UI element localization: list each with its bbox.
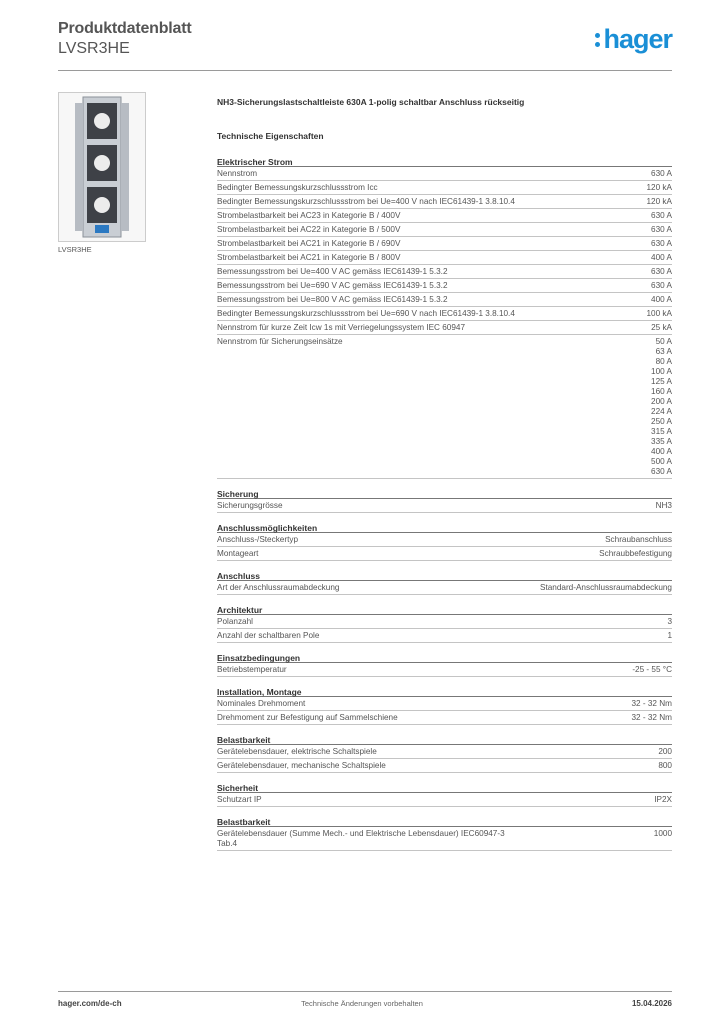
- section-title: Sicherung: [217, 485, 672, 499]
- spec-value: 200: [658, 747, 672, 756]
- spec-row: [217, 167, 672, 181]
- spec-section: [217, 485, 672, 513]
- spec-value: NH3: [655, 501, 672, 510]
- spec-label: Nennstrom für kurze Zeit Icw 1s mit Verriegelungssystem IEC 60947: [217, 323, 465, 332]
- spec-label: Anschluss-/Steckertyp: [217, 535, 298, 544]
- spec-label: Nennstrom für Sicherungseinsätze: [217, 337, 343, 346]
- spec-value: Schraubbefestigung: [599, 549, 672, 558]
- spec-value: 32 - 32 Nm: [631, 713, 672, 722]
- spec-label: Bemessungsstrom bei Ue=800 V AC gemäss IEC61439-1 5.3.2: [217, 295, 448, 304]
- hager-logo[interactable]: [595, 26, 672, 53]
- tech-title: Technische Eigenschaften: [217, 131, 324, 141]
- spec-row: [217, 293, 672, 307]
- spec-value: 25 kA: [651, 323, 672, 332]
- section-title: Installation, Montage: [217, 683, 672, 697]
- spec-section: [217, 779, 672, 807]
- spec-row: [217, 181, 672, 195]
- footer-note: Technische Änderungen vorbehalten: [301, 999, 423, 1008]
- spec-row: [217, 223, 672, 237]
- header-subtitle: LVSR3HE: [58, 40, 130, 57]
- spec-value: 1: [667, 631, 672, 640]
- spec-value: 630 A: [651, 467, 672, 476]
- section-title: Anschlussmöglichkeiten: [217, 519, 672, 533]
- spec-row: [217, 697, 672, 711]
- spec-value: 1000: [653, 829, 672, 838]
- spec-sections: [217, 153, 672, 851]
- spec-row: [217, 499, 672, 513]
- spec-value: 250 A: [651, 417, 672, 426]
- spec-label: Strombelastbarkeit bei AC22 in Kategorie B / 500V: [217, 225, 401, 234]
- spec-value: 125 A: [651, 377, 672, 386]
- header-title: Produktdatenblatt: [58, 20, 192, 37]
- spec-label: Bedingter Bemessungskurzschlussstrom bei Ue=400 V nach IEC61439-1 3.8.10.4: [217, 197, 515, 206]
- spec-row: [217, 335, 672, 479]
- section-title: Sicherheit: [217, 779, 672, 793]
- spec-row: [217, 279, 672, 293]
- section-title: Einsatzbedingungen: [217, 649, 672, 663]
- spec-label: Gerätelebensdauer, mechanische Schaltspiele: [217, 761, 386, 770]
- spec-label: Anzahl der schaltbaren Pole: [217, 631, 320, 640]
- spec-value: 800: [658, 761, 672, 770]
- spec-row: [217, 663, 672, 677]
- spec-value: Standard-Anschlussraumabdeckung: [540, 583, 672, 592]
- spec-row: [217, 251, 672, 265]
- spec-label: Gerätelebensdauer, elektrische Schaltspiele: [217, 747, 377, 756]
- spec-row: [217, 307, 672, 321]
- spec-label: Strombelastbarkeit bei AC21 in Kategorie B / 690V: [217, 239, 401, 248]
- spec-label: Nennstrom: [217, 169, 258, 178]
- spec-value: 224 A: [651, 407, 672, 416]
- spec-row: [217, 745, 672, 759]
- spec-value: 500 A: [651, 457, 672, 466]
- spec-label: Bedingter Bemessungskurzschlussstrom Icc: [217, 183, 378, 192]
- spec-row: [217, 827, 672, 851]
- spec-value: 630 A: [651, 211, 672, 220]
- spec-value: 120 kA: [646, 197, 672, 206]
- spec-value: Schraubanschluss: [605, 535, 672, 544]
- header-rule: [58, 70, 672, 71]
- spec-label: Montageart: [217, 549, 259, 558]
- spec-value: 160 A: [651, 387, 672, 396]
- section-title: Architektur: [217, 601, 672, 615]
- spec-value: 630 A: [651, 281, 672, 290]
- spec-value: 100 kA: [646, 309, 672, 318]
- spec-row: [217, 237, 672, 251]
- spec-row: [217, 533, 672, 547]
- spec-row: [217, 615, 672, 629]
- spec-label: Bemessungsstrom bei Ue=400 V AC gemäss IEC61439-1 5.3.2: [217, 267, 448, 276]
- fuse-switch-icon: [59, 93, 145, 241]
- spec-label: Polanzahl: [217, 617, 253, 626]
- spec-value: 630 A: [651, 169, 672, 178]
- spec-value: 400 A: [651, 295, 672, 304]
- spec-section: [217, 601, 672, 643]
- spec-label: Schutzart IP: [217, 795, 262, 804]
- spec-label: Bedingter Bemessungskurzschlussstrom bei Ue=690 V nach IEC61439-1 3.8.10.4: [217, 309, 515, 318]
- spec-row: [217, 759, 672, 773]
- spec-section: [217, 813, 672, 851]
- spec-value: -25 - 55 °C: [632, 665, 672, 674]
- spec-section: [217, 683, 672, 725]
- spec-row: [217, 629, 672, 643]
- spec-row: [217, 547, 672, 561]
- logo-text: hager: [603, 24, 672, 54]
- spec-row: [217, 711, 672, 725]
- section-title: Anschluss: [217, 567, 672, 581]
- product-image: [58, 92, 146, 242]
- spec-section: [217, 519, 672, 561]
- spec-row: [217, 209, 672, 223]
- footer-website[interactable]: hager.com/de-ch: [58, 999, 122, 1008]
- spec-value: 63 A: [655, 347, 672, 356]
- footer-rule: [58, 991, 672, 992]
- spec-row: [217, 195, 672, 209]
- section-title: Belastbarkeit: [217, 731, 672, 745]
- spec-value: IP2X: [654, 795, 672, 804]
- section-title: Elektrischer Strom: [217, 153, 672, 167]
- spec-label: Betriebstemperatur: [217, 665, 287, 674]
- spec-value: 400 A: [651, 447, 672, 456]
- logo-dots-icon: [595, 26, 601, 52]
- spec-label: Nominales Drehmoment: [217, 699, 306, 708]
- spec-value-list: [651, 337, 672, 477]
- spec-content: [217, 97, 672, 851]
- spec-row: [217, 321, 672, 335]
- section-title: Belastbarkeit: [217, 813, 672, 827]
- spec-value: 200 A: [651, 397, 672, 406]
- spec-value: 630 A: [651, 239, 672, 248]
- spec-label: Bemessungsstrom bei Ue=690 V AC gemäss IEC61439-1 5.3.2: [217, 281, 448, 290]
- spec-value: 335 A: [651, 437, 672, 446]
- spec-label: Strombelastbarkeit bei AC21 in Kategorie B / 800V: [217, 253, 401, 262]
- spec-value: 100 A: [651, 367, 672, 376]
- spec-value: 120 kA: [646, 183, 672, 192]
- spec-value: 630 A: [651, 267, 672, 276]
- spec-row: [217, 793, 672, 807]
- spec-label: Art der Anschlussraumabdeckung: [217, 583, 340, 592]
- spec-value: 3: [667, 617, 672, 626]
- spec-value: 400 A: [651, 253, 672, 262]
- spec-value: 32 - 32 Nm: [631, 699, 672, 708]
- spec-section: [217, 649, 672, 677]
- spec-label: Strombelastbarkeit bei AC23 in Kategorie B / 400V: [217, 211, 401, 220]
- footer-date: 15.04.2026: [631, 999, 672, 1008]
- spec-row: [217, 581, 672, 595]
- spec-label: Sicherungsgrösse: [217, 501, 283, 510]
- spec-section: [217, 567, 672, 595]
- spec-value: 80 A: [655, 357, 672, 366]
- spec-section: [217, 153, 672, 479]
- spec-value: 50 A: [655, 337, 672, 346]
- spec-label: Drehmoment zur Befestigung auf Sammelschiene: [217, 713, 398, 722]
- spec-value: 630 A: [651, 225, 672, 234]
- spec-label: Gerätelebensdauer (Summe Mech.- und Elektrische Lebensdauer) IEC60947-3 Tab.4: [217, 829, 505, 848]
- product-title: NH3-Sicherungslastschaltleiste 630A 1-polig schaltbar Anschluss rückseitig: [217, 97, 525, 107]
- spec-row: [217, 265, 672, 279]
- spec-section: [217, 731, 672, 773]
- image-caption: LVSR3HE: [58, 245, 92, 254]
- spec-value: 315 A: [651, 427, 672, 436]
